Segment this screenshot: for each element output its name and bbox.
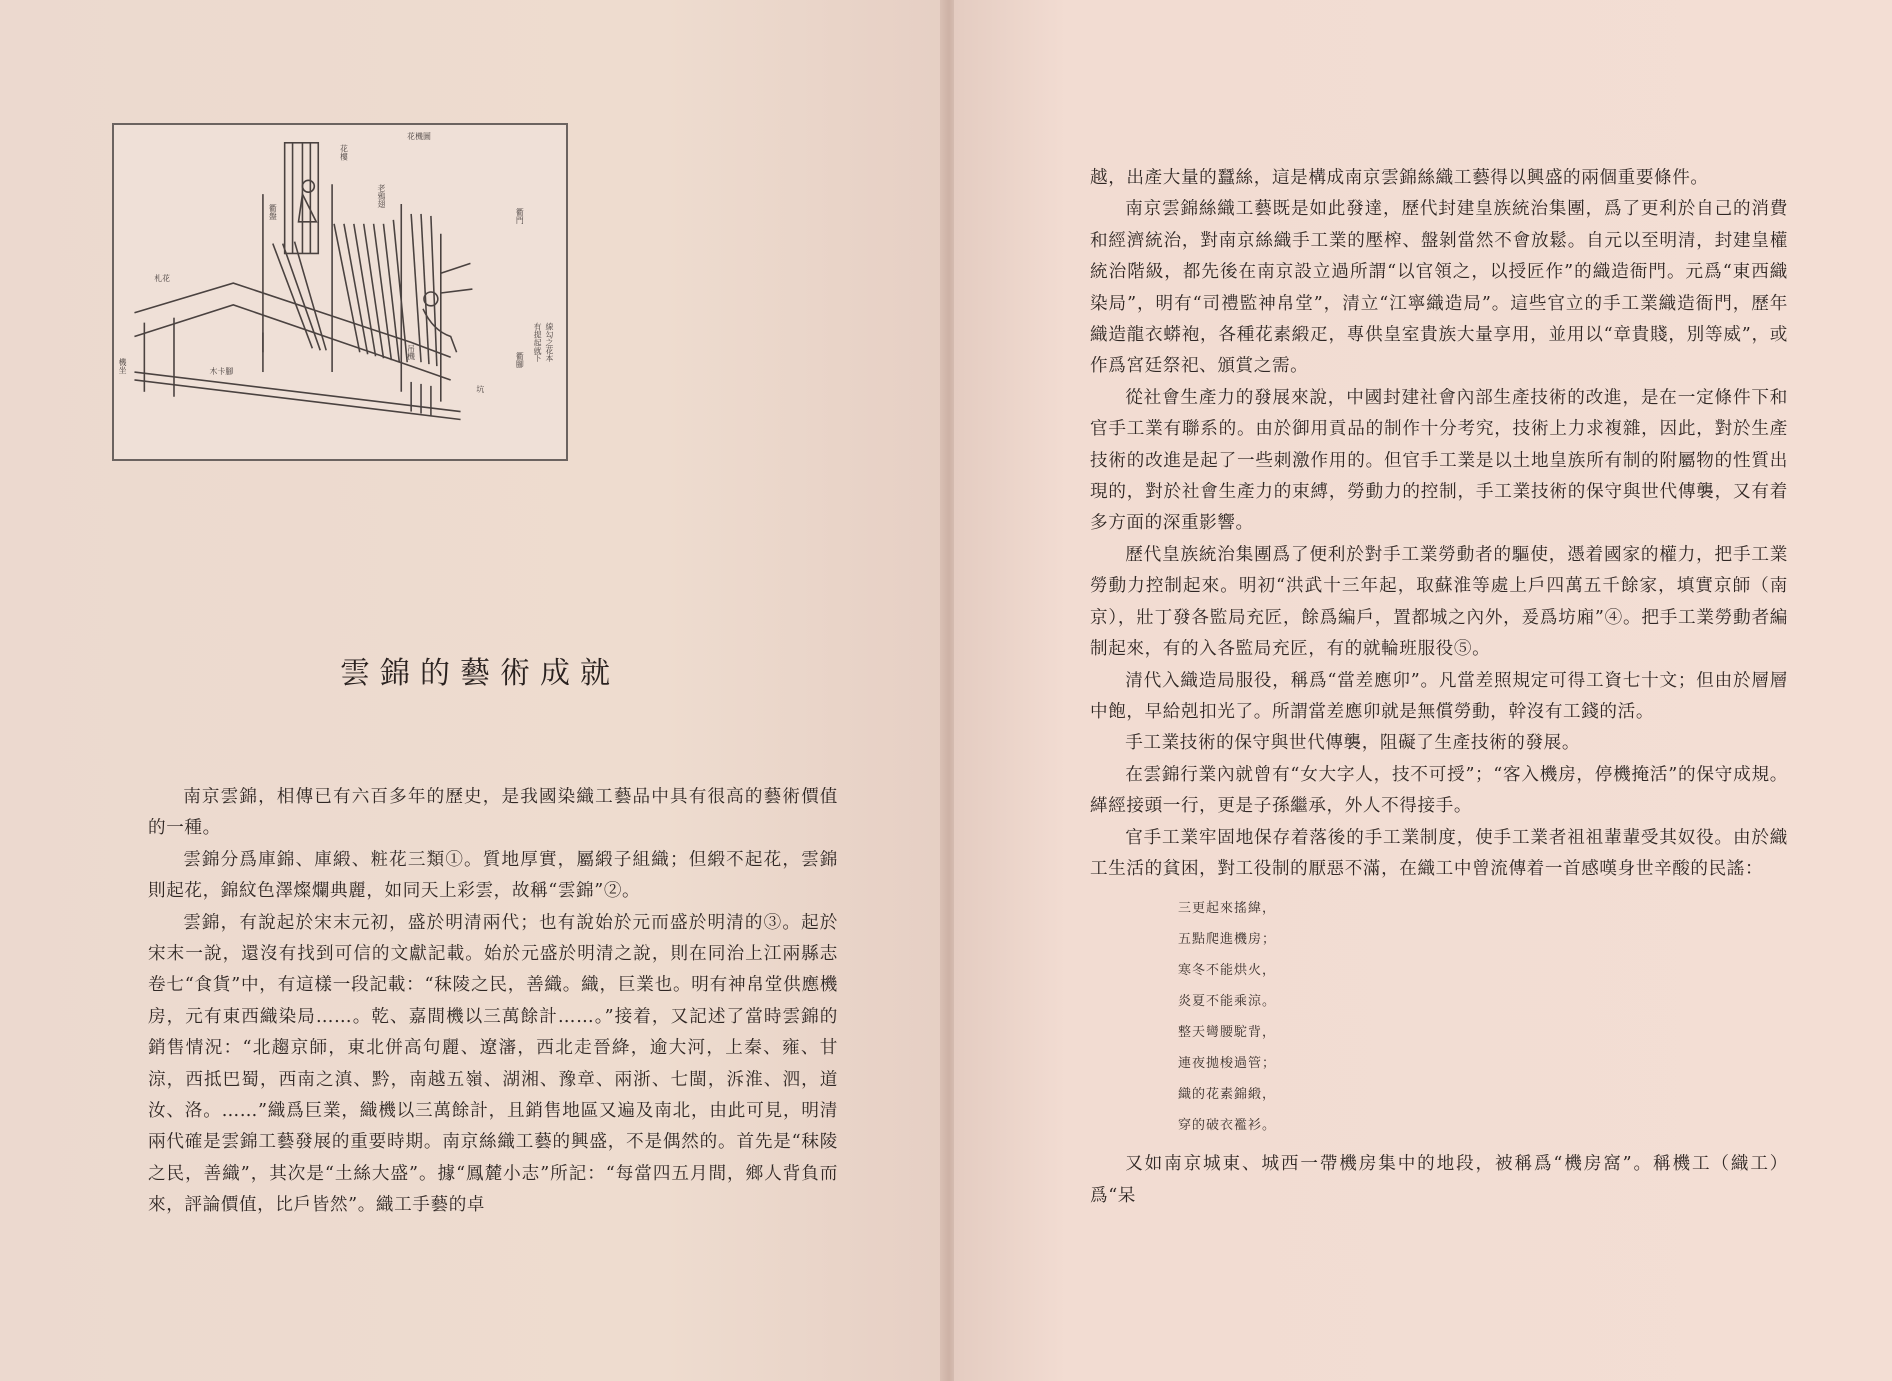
right-body (1090, 163, 1788, 1212)
svg-text:花樓: 花樓 (339, 144, 349, 161)
paragraph: 雲錦，有說起於宋末元初，盛於明清兩代；也有說始於元而盛於明清的③。起於宋末一說，還沒有找到可信的文獻記載。始於元盛於明清之說，則在同治上江兩縣志卷七“食貨”中，有這樣一段記載：“秣陵之民，善織。織，巨業也。明有神帛堂供應機房，元有東西織染局……。乾、嘉間機以三萬餘計……。”接着，又記述了當時雲錦的銷售情況：“北趨京師，東北併高句麗、遼瀋，西北走晉絳，逾大河，上秦、雍、甘涼，西抵巴蜀，西南之滇、黔，南越五嶺、湖湘、豫章、兩浙、七閩，泝淮、泗，道汝、洛。……”織爲巨業，織機以三萬餘計，且銷售地區又遍及南北，由此可見，明清兩代確是雲錦工藝發展的重要時期。南京絲織工藝的興盛，不是偶然的。首先是“秣陵之民，善織”，其次是“土絲大盛”。據“鳳麓小志”所記：“每當四五月間，鄉人背負而來，評論價值，比戶皆然”。織工手藝的卓 (148, 912, 838, 1216)
folk-song (1178, 893, 1788, 1141)
poem-line: 連夜拋梭過管； (1178, 1056, 1277, 1072)
svg-text:老鴉翅: 老鴉翅 (377, 184, 387, 208)
paragraph: 雲錦分爲庫錦、庫緞、粧花三類①。質地厚實，屬緞子組織；但緞不起花，雲錦則起花，錦紋色澤燦爛典麗，如同天上彩雲，故稱“雲錦”②。 (148, 849, 838, 902)
paragraph: 南京雲錦絲織工藝既是如此發達，歷代封建皇族統治集團，爲了更利於自己的消費和經濟統治，對南京絲織手工業的壓榨、盤剝當然不會放鬆。自元以至明清，封建皇權統治階級，都先後在南京設立過所謂“以官領之，以授匠作”的織造衙門。元爲“東西織染局”，明有“司禮監神帛堂”，清立“江寧織造局”。這些官立的手工業織造衙門，歷年織造龍衣蟒袍，各種花素緞疋，專供皇室貴族大量享用，並用以“章貴賤，別等威”，或作爲宮廷祭祀、頒賞之需。 (1090, 199, 1788, 377)
svg-text:札花: 札花 (154, 274, 171, 284)
svg-text:木卡腳: 木卡腳 (209, 367, 234, 377)
paragraph: 歷代皇族統治集團爲了便利於對手工業勞動者的驅使，憑着國家的權力，把手工業勞動力控制起來。明初“洪武十三年起，取蘇淮等處上戶四萬五千餘家，填實京師（南京），壯丁發各監局充匠，餘爲編戶，置都城之內外，爰爲坊廂”④。把手工業勞動者編制起來，有的入各監局充匠，有的就輪班服役⑤。 (1090, 544, 1788, 660)
svg-text:衢腳: 衢腳 (515, 352, 525, 369)
poem-line: 整天彎腰駝背， (1178, 1025, 1277, 1041)
svg-text:線勾之花本: 線勾之花本 (544, 322, 554, 363)
poem-line: 三更起來搖緯， (1178, 901, 1277, 917)
loom-drawing (114, 125, 566, 459)
paragraph: 清代入織造局服役，稱爲“當差應卯”。凡當差照規定可得工資七十文；但由於層層中飽，早給剋扣光了。所謂當差應卯就是無償勞動，幹沒有工錢的活。 (1090, 670, 1788, 722)
article-title: 雲錦的藝術成就 (340, 656, 620, 691)
paragraph: 又如南京城東、城西一帶機房集中的地段，被稱爲“機房窩”。稱機工（織工）爲“呆 (1090, 1154, 1788, 1206)
poem-line: 炎夏不能乘涼。 (1178, 994, 1277, 1010)
paragraph: 越，出產大量的蠶絲，這是構成南京雲錦絲織工藝得以興盛的兩個重要條件。 (1090, 168, 1709, 188)
svg-text:坑: 坑 (476, 384, 485, 394)
svg-text:機坐: 機坐 (118, 358, 128, 375)
loom-illustration (112, 123, 568, 461)
svg-text:花機圖: 花機圖 (407, 131, 431, 141)
svg-text:衢門: 衢門 (515, 208, 525, 224)
paragraph: 在雲錦行業內就曾有“女大字人，技不可授”；“客入機房，停機掩活”的保守成規。緙經接頭一行，更是子孫繼承，外人不得接手。 (1090, 764, 1788, 817)
poem-line: 寒冬不能烘火， (1178, 963, 1277, 979)
svg-text:吊機: 吊機 (406, 344, 416, 361)
paragraph: 官手工業牢固地保存着落後的手工業制度，使手工業者祖祖輩輩受其奴役。由於織工生活的貧困，對工役制的厭惡不滿，在織工中曾流傳着一首感嘆身世辛酸的民謠： (1090, 827, 1788, 879)
svg-text:有提起就下: 有提起就下 (533, 322, 543, 363)
paragraph: 從社會生產力的發展來說，中國封建社會內部生產技術的改進，是在一定條件下和官手工業有聯系的。由於御用貢品的制作十分考究，技術上力求複雜，因此，對於生產技術的改進是起了一些刺激作用的。但官手工業是以土地皇族所有制的附屬物的性質出現的，對於社會生產力的束縛，勞動力的控制，手工業技術的保守與世代傳襲，又有着多方面的深重影響。 (1090, 387, 1788, 534)
poem-line: 織的花素錦緞， (1178, 1087, 1277, 1103)
poem-line: 穿的破衣襤衫。 (1178, 1118, 1277, 1134)
paragraph: 南京雲錦，相傳已有六百多年的歷史，是我國染織工藝品中具有很高的藝術價值的一種。 (148, 787, 838, 839)
left-body (148, 782, 838, 1222)
svg-text:衢盤: 衢盤 (268, 204, 278, 220)
paragraph: 手工業技術的保守與世代傳襲，阻礙了生產技術的發展。 (1125, 733, 1581, 754)
poem-line: 五點爬進機房； (1178, 932, 1277, 948)
